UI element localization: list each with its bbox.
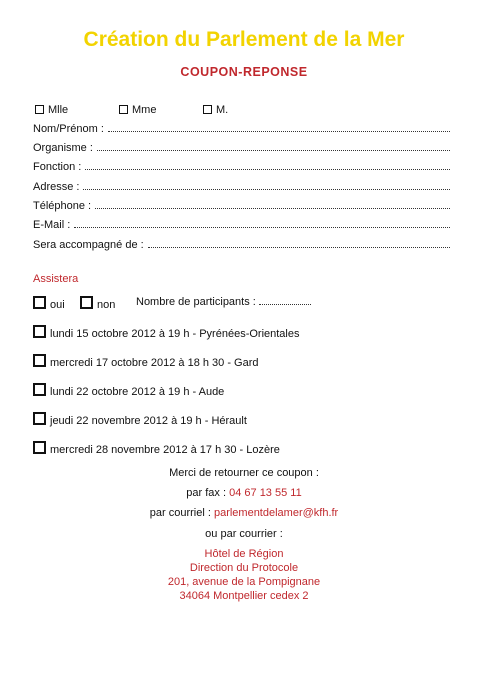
session-checkbox[interactable] [33,412,247,427]
field-nom[interactable] [33,123,450,135]
checkbox-square-icon [33,441,46,454]
checkbox-mlle[interactable] [35,104,68,116]
checkbox-square-icon [33,412,46,425]
session-checkbox[interactable] [33,441,280,456]
field-email[interactable] [33,219,450,231]
checkbox-label: non [97,299,116,311]
address-line: Direction du Protocole [189,562,299,574]
field-label: Téléphone : [33,200,92,212]
page-title: Création du Parlement de la Mer [83,28,405,51]
session-checkbox[interactable] [33,354,259,369]
checkbox-label: oui [50,299,65,311]
fill-line[interactable] [259,304,311,305]
session-label: jeudi 22 novembre 2012 à 19 h - Hérault [50,415,247,427]
field-fonction[interactable] [33,161,450,173]
assistera-heading: Assistera [33,273,79,285]
checkbox-mme[interactable] [119,104,156,116]
checkbox-square-icon [33,325,46,338]
checkbox-square-icon [203,105,212,114]
field-telephone[interactable] [33,200,450,212]
session-label: mercredi 17 octobre 2012 à 18 h 30 - Gard [50,357,259,369]
fax-label: par fax : [186,487,227,499]
courriel-line [0,507,488,519]
checkbox-square-icon [35,105,44,114]
field-label: E-Mail : [33,219,71,231]
address-line: 34064 Montpellier cedex 2 [179,590,309,602]
courriel-label: par courriel : [149,507,211,519]
courriel-link[interactable]: parlementdelamer@kfh.fr [213,507,339,519]
session-checkbox[interactable] [33,325,300,340]
fill-line[interactable] [95,208,450,209]
field-organisme[interactable] [33,142,450,154]
page-subtitle: COUPON-REPONSE [180,65,308,79]
checkbox-square-icon [33,383,46,396]
fill-line[interactable] [97,150,450,151]
fill-line[interactable] [83,189,450,190]
fill-line[interactable] [148,247,450,248]
checkbox-label: Mme [132,104,157,116]
checkbox-oui[interactable] [33,296,65,311]
session-label: mercredi 28 novembre 2012 à 17 h 30 - Lozère [50,444,280,456]
checkbox-square-icon [33,296,46,309]
field-adresse[interactable] [33,181,450,193]
checkbox-square-icon [119,105,128,114]
address-line: Hôtel de Région [204,548,284,560]
field-accompagne[interactable] [33,239,450,251]
courrier-label: ou par courrier : [205,528,283,540]
field-label: Organisme : [33,142,93,154]
merci-text: Merci de retourner ce coupon : [169,467,319,479]
checkbox-m[interactable] [203,104,228,116]
checkbox-square-icon [33,354,46,367]
session-label: lundi 15 octobre 2012 à 19 h - Pyrénées-Orientales [50,328,300,340]
checkbox-non[interactable] [80,296,115,311]
participants-field[interactable] [136,296,311,308]
address-line: 201, avenue de la Pompignane [167,576,321,588]
fill-line[interactable] [74,227,450,228]
session-label: lundi 22 octobre 2012 à 19 h - Aude [50,386,225,398]
checkbox-square-icon [80,296,93,309]
checkbox-label: Mlle [48,104,69,116]
field-label: Fonction : [33,161,82,173]
field-label: Adresse : [33,181,80,193]
fax-number: 04 67 13 55 11 [229,487,302,499]
field-label: Sera accompagné de : [33,239,144,251]
fax-line [0,487,488,499]
checkbox-label: M. [216,104,229,116]
fill-line[interactable] [85,169,450,170]
participants-label: Nombre de participants : [136,296,256,308]
fill-line[interactable] [108,131,450,132]
field-label: Nom/Prénom : [33,123,104,135]
session-checkbox[interactable] [33,383,224,398]
